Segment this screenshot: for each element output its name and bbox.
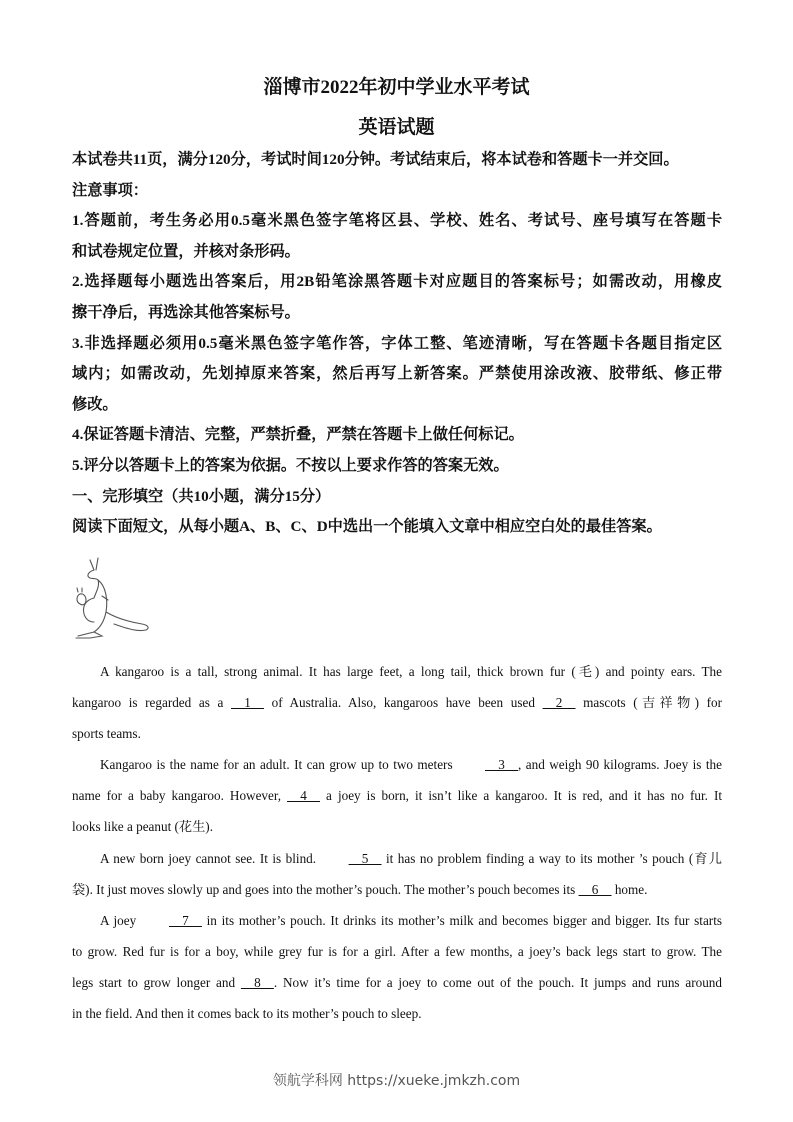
answer-blank-7: 7	[168, 912, 202, 928]
passage-line: sports teams.	[72, 726, 141, 742]
instruction-line: 修改。	[72, 395, 118, 413]
instruction-line: 1.答题前，考生务必用0.5毫米黑色签字笔将区县、学校、姓名、考试号、座号填写在答题卡	[72, 212, 722, 230]
instruction-line: 擦干净后，再选涂其他答案标号。	[72, 303, 300, 321]
passage-line: 袋). It just moves slowly up and goes into the mother’s pouch. The mother’s pouch becomes its 6 home.	[72, 874, 722, 905]
instruction-line: 注意事项：	[72, 181, 148, 199]
passage-line: in the field. And then it comes back to its mother’s pouch to sleep.	[72, 1006, 422, 1022]
passage-line: A new born joey cannot see. It is blind. 5 it has no problem finding a way to its mother ’s pouch (育儿	[72, 843, 722, 874]
instruction-line: 3.非选择题必须用0.5毫米黑色签字笔作答，字体工整、笔迹清晰，写在答题卡各题目指定区	[72, 334, 722, 352]
instruction-line: 一、完形填空（共10小题，满分15分）	[72, 487, 331, 505]
exam-title: 淄博市2022年初中学业水平考试	[263, 77, 530, 98]
instruction-line: 4.保证答题卡清洁、完整，严禁折叠，严禁在答题卡上做任何标记。	[72, 426, 524, 444]
answer-blank-1: 1	[231, 695, 264, 711]
passage-line: name for a baby kangaroo. However, 4 a joey is born, it isn’t like a kangaroo. It is red, and it has no fur. It	[72, 780, 722, 811]
kangaroo-drawing-icon	[68, 556, 154, 642]
answer-blank-8: 8	[240, 974, 274, 990]
passage-line: legs start to grow longer and 8 . Now it’s time for a joey to come out of the pouch. It jumps and runs around	[72, 967, 722, 998]
answer-blank-5: 5	[348, 850, 382, 866]
answer-blank-4: 4	[287, 788, 321, 804]
passage-line: A joey 7 in its mother’s pouch. It drinks its mother’s milk and becomes bigger and bigger. Its fur starts	[72, 905, 722, 936]
instruction-line: 本试卷共11页，满分120分，考试时间120分钟。考试结束后，将本试卷和答题卡一并交回。	[72, 151, 679, 168]
instruction-line: 5.评分以答题卡上的答案为依据。不按以上要求作答的答案无效。	[72, 456, 509, 474]
passage-line: Kangaroo is the name for an adult. It can grow up to two meters 3 , and weigh 90 kilograms. Joey is the	[72, 749, 722, 780]
watermark: 领航学科网 https://xueke.jmkzh.com	[272, 1073, 521, 1089]
instructions	[72, 145, 722, 543]
instruction-line: 和试卷规定位置，并核对条形码。	[72, 242, 300, 260]
passage-line: kangaroo is regarded as a 1 of Australia. Also, kangaroos have been used 2 mascots (吉祥物) for	[72, 687, 722, 718]
passage-line: to grow. Red fur is for a boy, while grey fur is for a girl. After a few months, a joey’s back legs start to grow. The	[72, 943, 722, 959]
exam-subtitle: 英语试题	[358, 117, 435, 138]
cloze-passage	[72, 656, 722, 1029]
instruction-line: 域内；如需改动，先划掉原来答案，然后再写上新答案。严禁使用涂改液、胶带纸、修正带	[72, 365, 722, 383]
passage-line: looks like a peanut (花生).	[72, 819, 213, 835]
passage-line: A kangaroo is a tall, strong animal. It has large feet, a long tail, thick brown fur (毛) and pointy ears. The	[100, 664, 722, 679]
answer-blank-2: 2	[542, 695, 576, 711]
instruction-line: 阅读下面短文，从每小题A、B、C、D中选出一个能填入文章中相应空白处的最佳答案。	[72, 518, 662, 536]
answer-blank-3: 3	[485, 757, 518, 773]
instruction-line: 2.选择题每小题选出答案后，用2B铅笔涂黑答题卡对应题目的答案标号；如需改动，用橡皮	[72, 273, 722, 291]
answer-blank-6: 6	[578, 881, 612, 897]
